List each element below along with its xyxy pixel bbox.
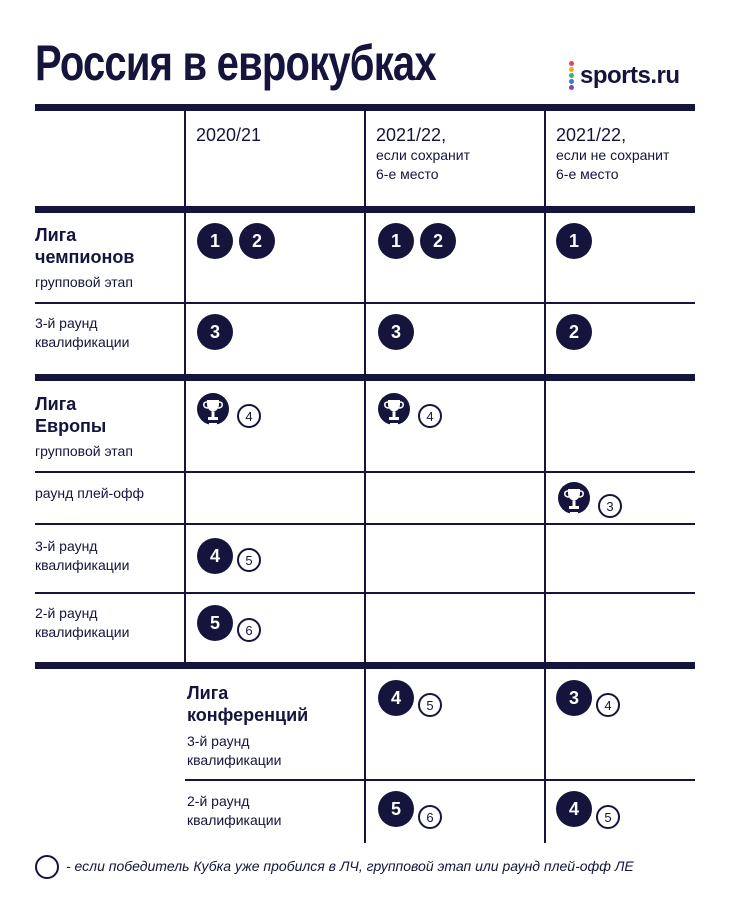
place-badge: 1 <box>556 223 592 259</box>
place-badge: 1 <box>378 223 414 259</box>
el-playoff-label: раунд плей-офф <box>35 485 145 501</box>
column-divider <box>184 111 186 662</box>
cup-trophy-icon <box>197 393 229 427</box>
cl-qual3-label: 3-й раунд квалификации <box>35 315 130 350</box>
alt-place-badge: 6 <box>237 618 261 642</box>
place-badge: 3 <box>556 680 592 716</box>
cup-trophy-icon <box>558 482 590 516</box>
page-title: Россия в еврокубках <box>35 35 436 91</box>
place-badge: 3 <box>378 314 414 350</box>
alt-place-badge: 4 <box>418 404 442 428</box>
alt-place-badge: 3 <box>598 494 622 518</box>
alt-place-badge: 5 <box>418 693 442 717</box>
place-badge: 4 <box>378 680 414 716</box>
header-top-bar <box>35 104 695 111</box>
column-header-2021-22-lose: 2021/22, если не сохранит 6-е место <box>556 125 670 182</box>
place-badge: 4 <box>197 538 233 574</box>
place-badge: 2 <box>556 314 592 350</box>
place-badge: 5 <box>378 791 414 827</box>
el-qual3-label: 3-й раунд квалификации <box>35 538 130 573</box>
alt-place-badge: 4 <box>237 404 261 428</box>
place-badge: 2 <box>239 223 275 259</box>
ecl-qual2-label: 2-й раунд квалификации <box>187 793 282 828</box>
column-divider <box>544 111 546 843</box>
place-badge: 3 <box>197 314 233 350</box>
champions-league-label: Лига чемпионов групповой этап <box>35 225 135 290</box>
conference-league-label: Лига конференций 3-й раунд квалификации <box>187 683 309 768</box>
column-divider <box>364 111 366 843</box>
alt-place-badge: 5 <box>596 805 620 829</box>
el-qual2-label: 2-й раунд квалификации <box>35 605 130 640</box>
place-badge: 1 <box>197 223 233 259</box>
cup-trophy-icon <box>378 393 410 427</box>
logo-text: sports.ru <box>580 62 680 89</box>
sports-ru-logo <box>568 60 680 92</box>
legend-circle-icon <box>35 855 59 879</box>
row-divider <box>185 779 695 781</box>
place-badge: 2 <box>420 223 456 259</box>
alt-place-badge: 4 <box>596 693 620 717</box>
column-header-2021-22-keep: 2021/22, если сохранит 6-е место <box>376 125 470 182</box>
column-header-2020-21: 2020/21 <box>196 125 262 145</box>
place-badge: 5 <box>197 605 233 641</box>
logo-dots-icon <box>568 61 576 91</box>
europa-league-label: Лига Европы групповой этап <box>35 394 133 459</box>
alt-place-badge: 6 <box>418 805 442 829</box>
place-badge: 4 <box>556 791 592 827</box>
legend-text: - если победитель Кубка уже пробился в ЛЧ, групповой этап или раунд плей-офф ЛЕ <box>66 858 634 874</box>
alt-place-badge: 5 <box>237 548 261 572</box>
